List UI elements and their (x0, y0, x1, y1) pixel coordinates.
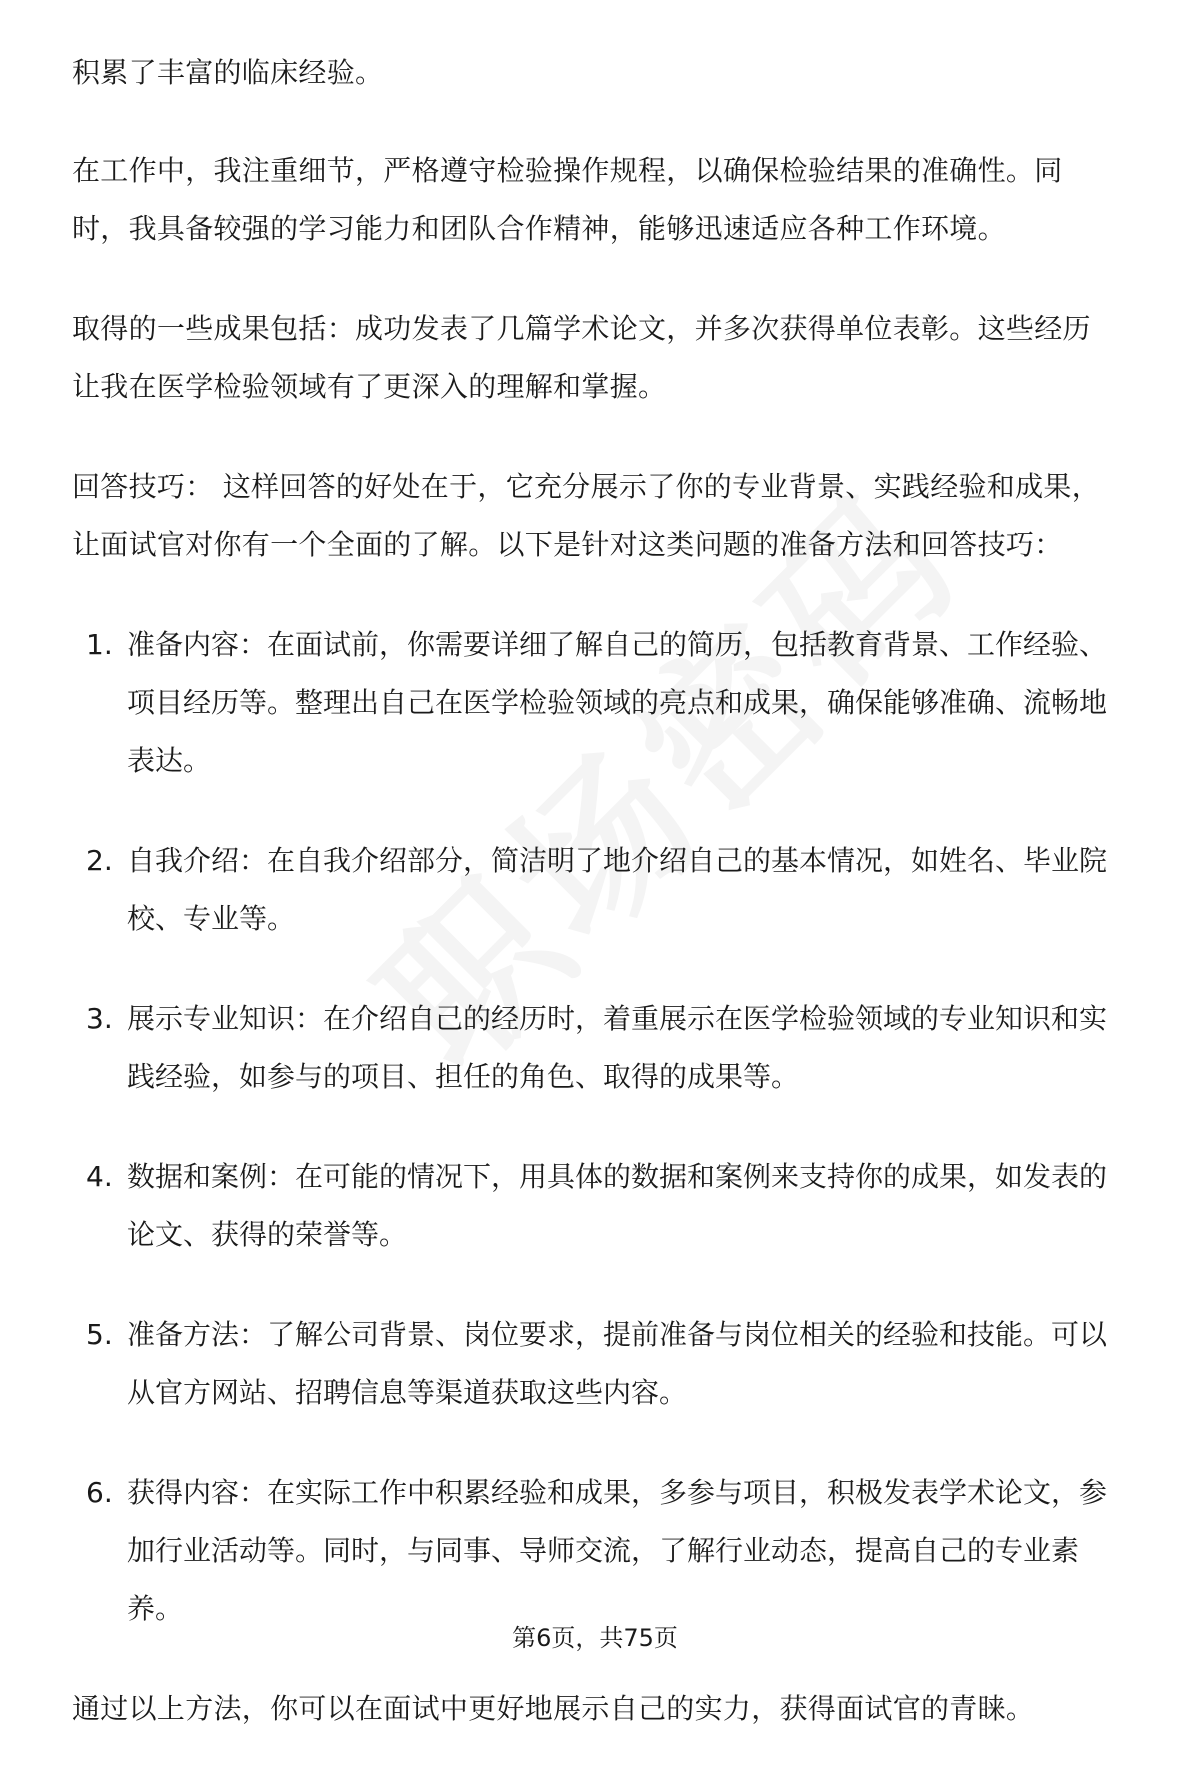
list-item (72, 616, 1118, 790)
list-item (72, 1306, 1118, 1422)
paragraph-closing: 通过以上方法，你可以在面试中更好地展示自己的实力，获得面试官的青睐。 (72, 1692, 1035, 1725)
page-number-footer: 第6页，共75页 (512, 1624, 678, 1652)
paragraph-work-attitude: 在工作中，我注重细节，严格遵守检验操作规程，以确保检验结果的准确性。同时，我具备较强的学习能力和团队合作精神，能够迅速适应各种工作环境。 (72, 154, 1063, 245)
list-number: 6. (86, 1476, 113, 1509)
list-number: 5. (86, 1318, 113, 1351)
list-number: 1. (86, 628, 113, 661)
list-item-text: 获得内容：在实际工作中积累经验和成果，多参与项目，积极发表学术论文，参加行业活动等。同时，与同事、导师交流，了解行业动态，提高自己的专业素养。 (127, 1476, 1108, 1625)
list-number: 2. (86, 844, 113, 877)
list-item (72, 1464, 1118, 1638)
list-item (72, 832, 1118, 948)
list-item-text: 数据和案例：在可能的情况下，用具体的数据和案例来支持你的成果，如发表的论文、获得的荣誉等。 (127, 1160, 1108, 1251)
list-item (72, 1148, 1118, 1264)
list-number: 3. (86, 1002, 113, 1035)
list-item-text: 自我介绍：在自我介绍部分，简洁明了地介绍自己的基本情况，如姓名、毕业院校、专业等。 (127, 844, 1108, 935)
list-number: 4. (86, 1160, 113, 1193)
list-item (72, 990, 1118, 1106)
paragraph-achievements: 取得的一些成果包括：成功发表了几篇学术论文，并多次获得单位表彰。这些经历让我在医学检验领域有了更深入的理解和掌握。 (72, 312, 1091, 403)
paragraph-continuation: 积累了丰富的临床经验。 (72, 56, 384, 89)
list-item-text: 展示专业知识：在介绍自己的经历时，着重展示在医学检验领域的专业知识和实践经验，如参与的项目、担任的角色、取得的成果等。 (127, 1002, 1108, 1093)
list-item-text: 准备方法：了解公司背景、岗位要求，提前准备与岗位相关的经验和技能。可以从官方网站、招聘信息等渠道获取这些内容。 (127, 1318, 1108, 1409)
tips-list (72, 616, 1118, 1638)
list-item-text: 准备内容：在面试前，你需要详细了解自己的简历，包括教育背景、工作经验、项目经历等。整理出自己在医学检验领域的亮点和成果，确保能够准确、流畅地表达。 (127, 628, 1108, 777)
document-body (72, 44, 1118, 1780)
paragraph-answer-tips: 回答技巧： 这样回答的好处在于，它充分展示了你的专业背景、实践经验和成果，让面试官对你有一个全面的了解。以下是针对这类问题的准备方法和回答技巧： (72, 470, 1101, 561)
